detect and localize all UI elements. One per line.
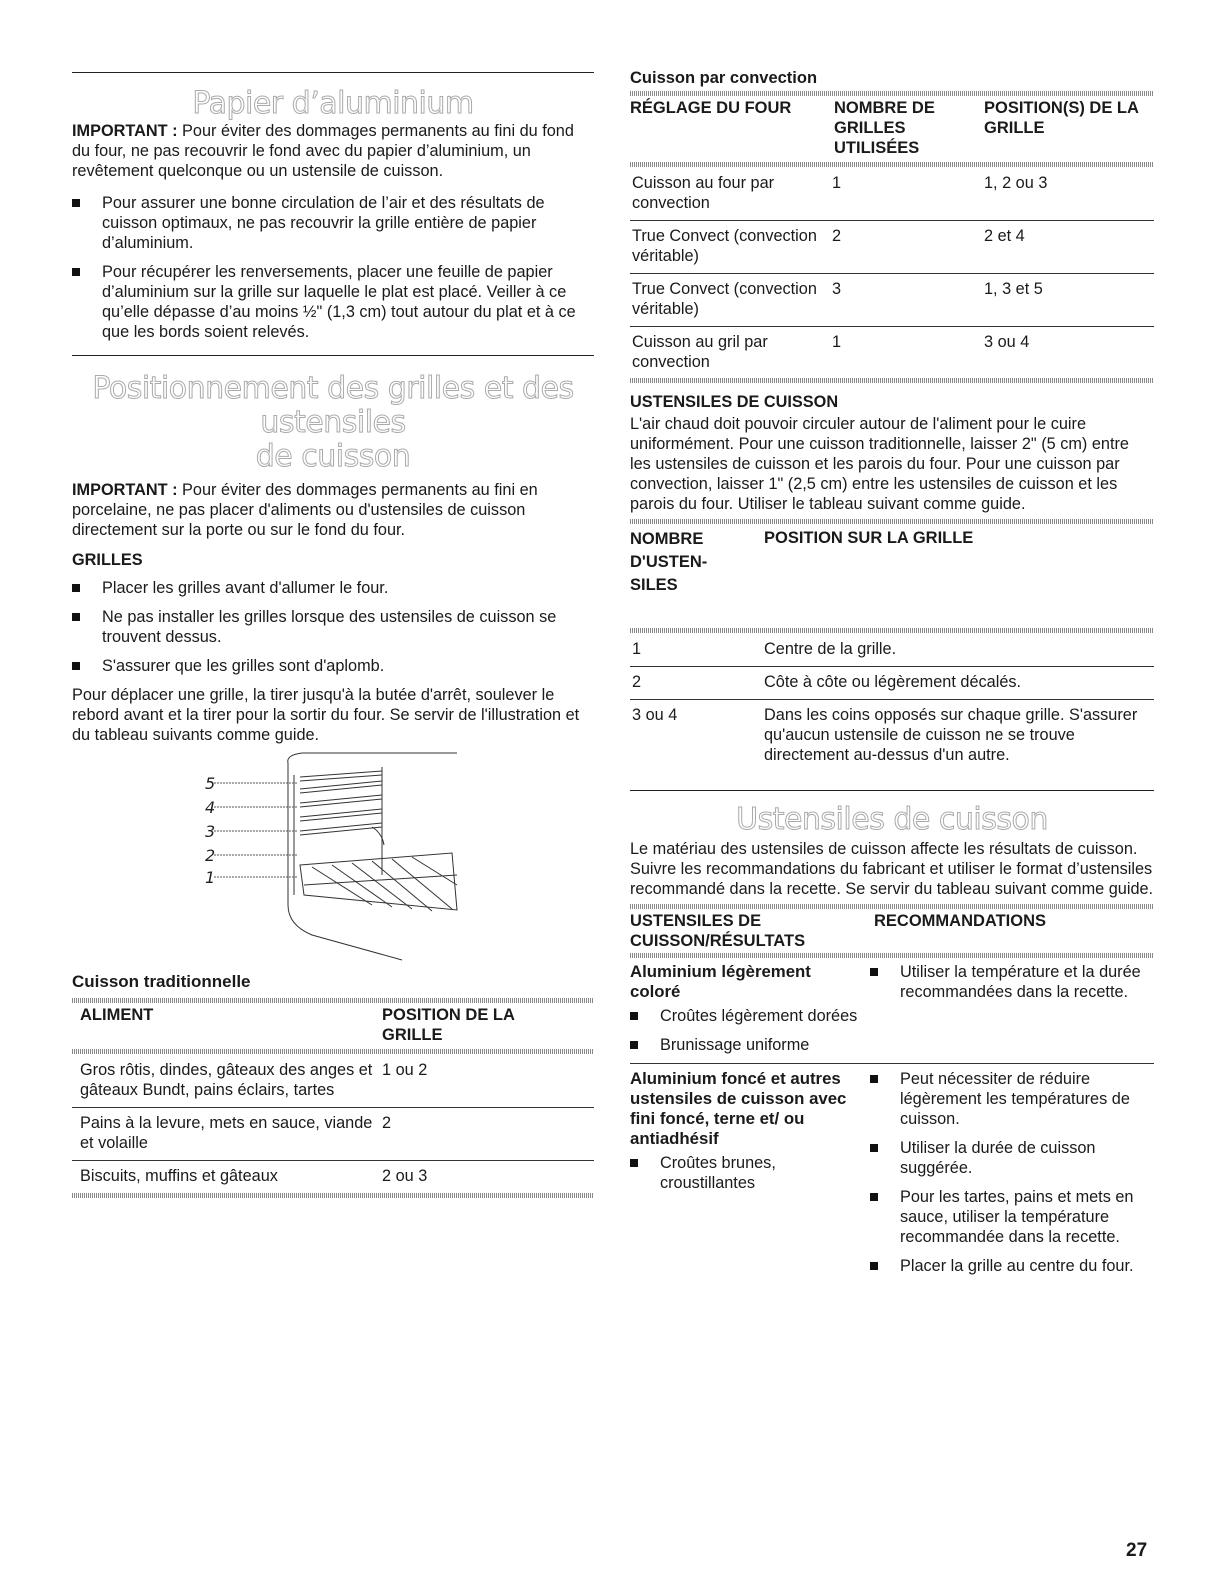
bullet-item: Brunissage uniforme xyxy=(630,1035,864,1055)
table-row: Pains à la levure, mets en sauce, viande et volaille 2 xyxy=(80,1114,392,1152)
table-row: True Convect (convection véritable) 2 2 et 4 xyxy=(632,227,1025,265)
bullet-item: Utiliser la durée de cuisson suggérée. xyxy=(870,1138,1150,1178)
section-title-positioning: Positionnement des grilles et des ustensiles de cuisson xyxy=(92,371,574,474)
bullet-item: Ne pas installer les grilles lorsque des ustensiles de cuisson se trouvent dessus. xyxy=(72,607,594,647)
table-row: Aluminium foncé et autres ustensiles de cuisson avec fini foncé, terne et/ ou antiadhésif Croûtes brunes, croustillantes Peut nécessiter de réduire légèrement les températures de cuisson. Utiliser la durée de cuisson suggérée. Pour les tartes, pains et mets en sauce, utiliser la température recommandée dans la recette. Placer la grille au centre du four. xyxy=(630,1064,1154,1276)
right-column xyxy=(630,0,1154,1276)
page-number: 27 xyxy=(1126,1540,1148,1561)
section-rule xyxy=(630,790,1154,791)
important-positioning: IMPORTANT : Pour éviter des dommages permanents au fini en porcelaine, ne pas placer d'aliments ou d'ustensiles de cuisson directement sur la porte ou sur le fond du four. xyxy=(72,481,538,539)
dotted-rule xyxy=(72,1193,594,1198)
table-row: 3 ou 4 Dans les coins opposés sur chaque grille. S'assurer qu'aucun ustensile de cuisson ne se trouve directement au-dessus d'un autre. xyxy=(632,706,1138,764)
section-rule xyxy=(72,72,594,73)
table-row: Cuisson au gril par convection 1 3 ou 4 xyxy=(632,333,1030,371)
convection-table-header: RÉGLAGE DU FOUR NOMBRE DE GRILLES UTILISÉES POSITION(S) DE LA GRILLE xyxy=(630,99,1139,157)
pans-text: L'air chaud doit pouvoir circuler autour de l'aliment pour le cuire uniformément. Pour une cuisson traditionnelle, laisser 2" (5 cm) entre les ustensiles de cuisson et les parois du four. Pour une cuisson par convection, laisser 1" (2,5 cm) entre les ustensiles de cuisson et les parois du four. Utiliser le tableau suivant comme guide. xyxy=(630,415,1129,513)
bullet-item: Pour assurer une bonne circulation de l’air et des résultats de cuisson optimaux, ne pas recouvrir la grille entière de papier d’aluminium. xyxy=(72,193,594,253)
section-rule xyxy=(72,355,594,356)
table-row: Cuisson au four par convection 1 1, 2 ou 3 xyxy=(632,174,1048,212)
rack-illustration xyxy=(72,745,594,970)
bullet-item: Utiliser la température et la durée recommandées dans la recette. xyxy=(870,962,1150,1002)
bullet-item: Pour récupérer les renversements, placer une feuille de papier d’aluminium sur la grille sur laquelle le plat est placé. Veiller à ce qu’elle dépasse d’au moins ½" (1,3 cm) tout autour du plat et à ce que les bords soient relevés. xyxy=(72,262,594,342)
bullet-item: Placer les grilles avant d'allumer le four. xyxy=(72,578,594,598)
table-row: Aluminium légèrement coloré Croûtes légèrement dorées Brunissage uniforme Utiliser la température et la durée recommandées dans la recette. xyxy=(630,958,1154,1063)
left-column xyxy=(72,0,594,1198)
table-row: Gros rôtis, dindes, gâteaux des anges et gâteaux Bundt, pains éclairs, tartes 1 ou 2 xyxy=(80,1061,428,1099)
bullet-item: Croûtes légèrement dorées xyxy=(630,1006,864,1026)
bullet-item: Pour les tartes, pains et mets en sauce, utiliser la température recommandée dans la recette. xyxy=(870,1187,1150,1247)
rack-number: 2 xyxy=(205,846,216,865)
pans-table-header: NOMBRE D'USTEN-SILES POSITION SUR LA GRILLE xyxy=(630,529,974,594)
cookware-text: Le matériau des ustensiles de cuisson affecte les résultats de cuisson. Suivre les recommandations du fabricant et utiliser le format d’ustensiles recommandé dans la recette. Se servir du tableau suivant comme guide. xyxy=(630,840,1154,898)
convection-heading: Cuisson par convection xyxy=(630,69,818,87)
dotted-rule xyxy=(630,378,1154,383)
section-title-cookware: Ustensiles de cuisson xyxy=(736,802,1048,837)
section-title-aluminium: Papier d’aluminium xyxy=(192,86,474,121)
oven-rack-diagram xyxy=(72,745,594,970)
rack-number: 3 xyxy=(205,822,216,841)
pans-heading: USTENSILES DE CUISSON xyxy=(630,393,839,411)
bullet-item: Peut nécessiter de réduire légèrement les températures de cuisson. xyxy=(870,1069,1150,1129)
bullet-item: Croûtes brunes, croustillantes xyxy=(630,1153,864,1193)
table-row: True Convect (convection véritable) 3 1, 3 et 5 xyxy=(632,280,1043,318)
important-aluminium: IMPORTANT : Pour éviter des dommages permanents au fini du fond du four, ne pas recouvrir le fond avec du papier d’aluminium, un revêtement quelconque ou un ustensile de cuisson. xyxy=(72,122,574,180)
traditional-heading: Cuisson traditionnelle xyxy=(72,972,251,991)
grilles-heading: GRILLES xyxy=(72,551,143,569)
rack-number: 1 xyxy=(205,868,216,887)
cookware-table-header: USTENSILES DE CUISSON/RÉSULTATS RECOMMANDATIONS xyxy=(630,912,1047,950)
bullet-item: S'assurer que les grilles sont d'aplomb. xyxy=(72,656,594,676)
table-row: 2 Côte à côte ou légèrement décalés. xyxy=(632,673,1022,691)
rack-number: 4 xyxy=(205,798,216,817)
bullet-item: Placer la grille au centre du four. xyxy=(870,1256,1150,1276)
move-rack-text: Pour déplacer une grille, la tirer jusqu'à la butée d'arrêt, soulever le rebord avant et la tirer pour la sortir du four. Se servir de l'illustration et du tableau suivants comme guide. xyxy=(72,686,580,744)
traditional-table-header: ALIMENT POSITION DE LA GRILLE xyxy=(80,1006,515,1044)
table-row: 1 Centre de la grille. xyxy=(632,640,897,658)
table-row: Biscuits, muffins et gâteaux 2 ou 3 xyxy=(80,1167,428,1185)
rack-number: 5 xyxy=(205,774,216,793)
